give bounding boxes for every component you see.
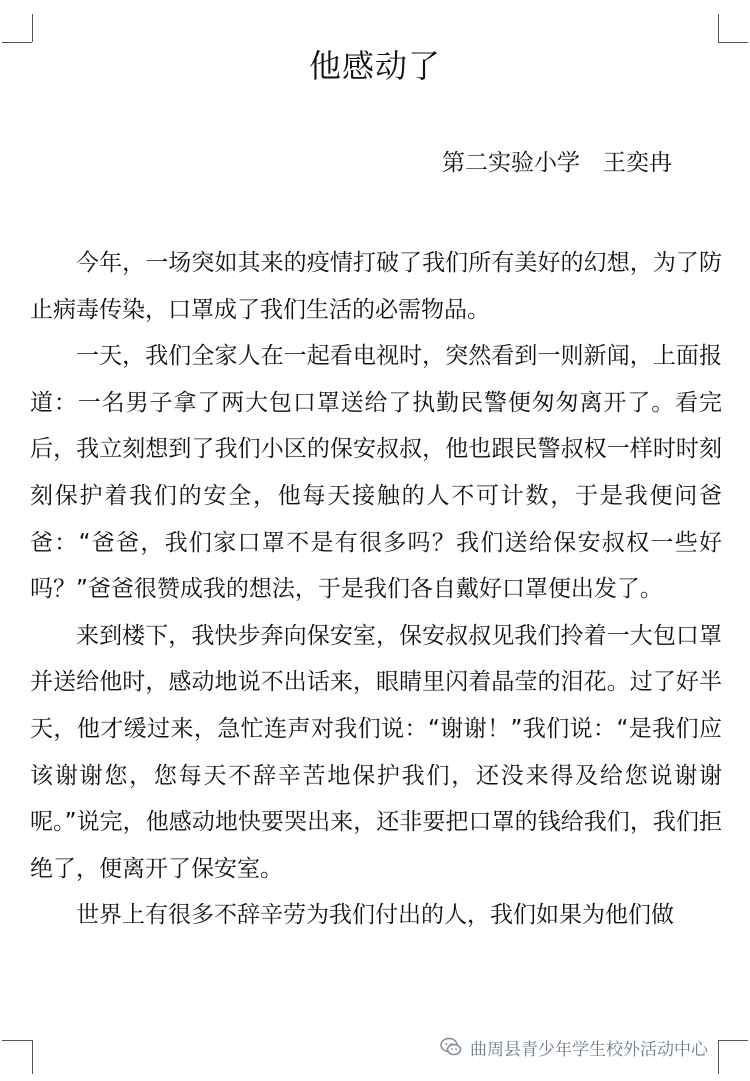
- crop-mark-bottom-left: [26, 1040, 33, 1074]
- paragraph: 世界上有很多不辞辛劳为我们付出的人，我们如果为他们做: [76, 902, 674, 929]
- document-title: 他感动了: [308, 47, 441, 85]
- document-body: [30, 240, 722, 939]
- crop-mark-top-left: [26, 14, 33, 42]
- paragraph: 来到楼下，我快步奔向保安室，保安叔叔见我们拎着一大包口罩并送给他时，感动地说不出话来，眼睛里闪着晶莹的泪花。过了好半天，他才缓过来，急忙连声对我们说：“谢谢！”我们说：“是我们应该谢谢您，您每天不辞辛苦地保护我们，还没来得及给您说谢谢呢。”说完，他感动地快要哭出来，还非要把口罩的钱给我们，我们拒绝了，便离开了保安室。: [30, 622, 722, 882]
- crop-mark-top-left: [2, 42, 32, 43]
- paragraph: 今年，一场突如其来的疫情打破了我们所有美好的幻想，为了防止病毒传染，口罩成了我们生活的必需物品。: [30, 250, 722, 323]
- paragraph: 一天，我们全家人在一起看电视时，突然看到一则新闻，上面报道：一名男子拿了两大包口罩送给了执勤民警便匆匆离开了。看完后，我立刻想到了我们小区的保安叔叔，他也跟民警叔权一样时时刻刻保护着我们的安全，他每天接触的人不可计数，于是我便问爸爸：“爸爸，我们家口罩不是有很多吗？我们送给保安叔权一些好吗？”爸爸很赞成我的想法，于是我们各自戴好口罩便出发了。: [30, 343, 722, 603]
- watermark: [440, 1030, 708, 1064]
- crop-mark-bottom-right: [718, 1040, 725, 1074]
- crop-mark-top-right: [718, 42, 748, 43]
- crop-mark-top-right: [718, 14, 725, 42]
- crop-mark-bottom-right: [718, 1040, 748, 1041]
- watermark-text: 曲周县青少年学生校外活动中心: [470, 1039, 708, 1060]
- author-byline: 第二实验小学 王奕冉: [442, 150, 672, 176]
- wechat-icon: [440, 1037, 462, 1057]
- crop-mark-bottom-left: [2, 1040, 32, 1041]
